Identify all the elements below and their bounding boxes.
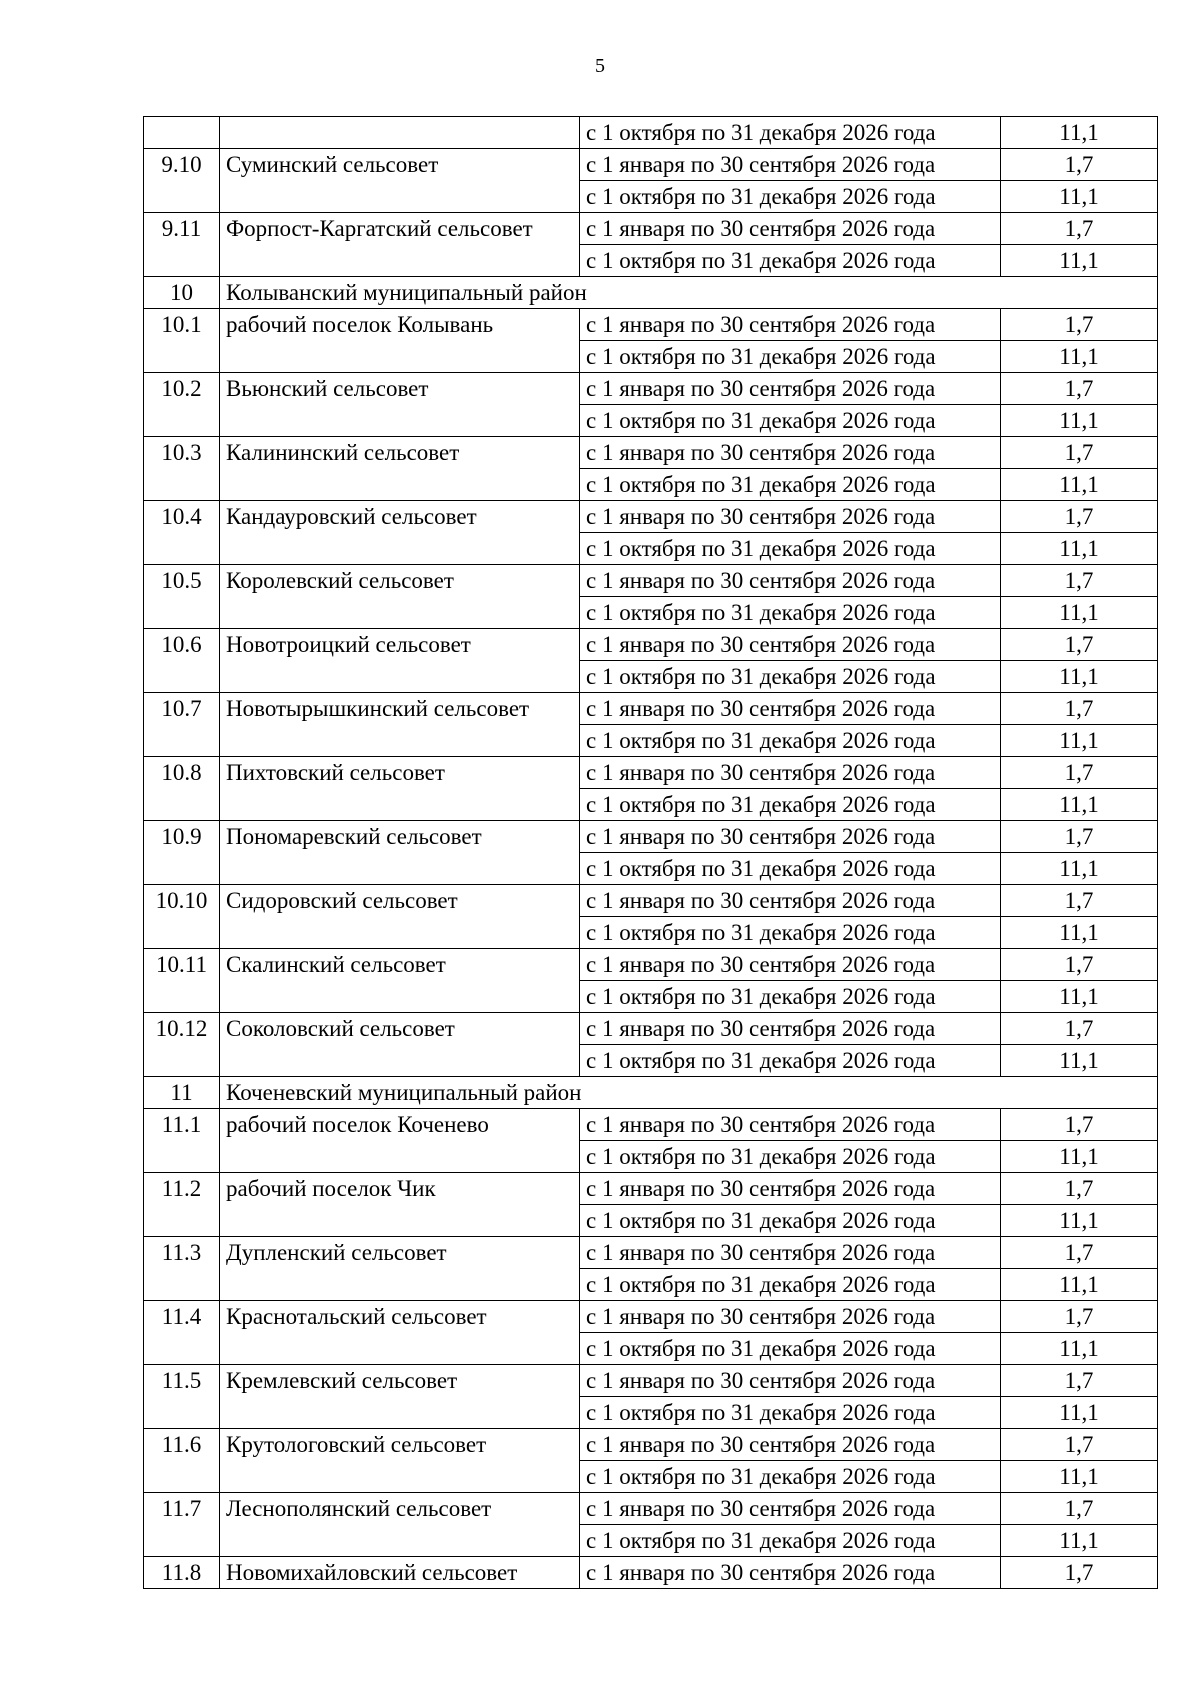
table-row bbox=[144, 1109, 1158, 1141]
rate-value-cell: 11,1 bbox=[1001, 1525, 1158, 1557]
table-row-district bbox=[144, 277, 1158, 309]
period-cell: с 1 января по 30 сентября 2026 года bbox=[580, 565, 1001, 597]
settlement-number: 11.3 bbox=[144, 1237, 220, 1301]
period-cell: с 1 января по 30 сентября 2026 года bbox=[580, 757, 1001, 789]
period-cell: с 1 октября по 31 декабря 2026 года bbox=[580, 1045, 1001, 1077]
period-cell: с 1 января по 30 сентября 2026 года bbox=[580, 949, 1001, 981]
table-row bbox=[144, 949, 1158, 981]
settlement-name: Новотроицкий сельсовет bbox=[220, 629, 580, 693]
period-cell: с 1 января по 30 сентября 2026 года bbox=[580, 1493, 1001, 1525]
rate-value-cell: 11,1 bbox=[1001, 469, 1158, 501]
settlement-number bbox=[144, 117, 220, 149]
period-cell: с 1 января по 30 сентября 2026 года bbox=[580, 821, 1001, 853]
rate-value-cell: 1,7 bbox=[1001, 629, 1158, 661]
period-cell: с 1 октября по 31 декабря 2026 года bbox=[580, 181, 1001, 213]
table-row bbox=[144, 885, 1158, 917]
settlement-name: Скалинский сельсовет bbox=[220, 949, 580, 1013]
rate-value-cell: 1,7 bbox=[1001, 885, 1158, 917]
period-cell: с 1 октября по 31 декабря 2026 года bbox=[580, 405, 1001, 437]
table-row bbox=[144, 309, 1158, 341]
rate-value-cell: 11,1 bbox=[1001, 1333, 1158, 1365]
table-row bbox=[144, 1429, 1158, 1461]
rate-value-cell: 11,1 bbox=[1001, 117, 1158, 149]
period-cell: с 1 октября по 31 декабря 2026 года bbox=[580, 789, 1001, 821]
district-name: Колыванский муниципальный район bbox=[220, 277, 1158, 309]
rate-value-cell: 1,7 bbox=[1001, 1173, 1158, 1205]
table-row bbox=[144, 149, 1158, 181]
rate-value-cell: 11,1 bbox=[1001, 1205, 1158, 1237]
period-cell: с 1 октября по 31 декабря 2026 года bbox=[580, 725, 1001, 757]
rate-value-cell: 1,7 bbox=[1001, 1237, 1158, 1269]
period-cell: с 1 октября по 31 декабря 2026 года bbox=[580, 597, 1001, 629]
settlement-number: 9.10 bbox=[144, 149, 220, 213]
rate-value-cell: 11,1 bbox=[1001, 1461, 1158, 1493]
period-cell: с 1 января по 30 сентября 2026 года bbox=[580, 309, 1001, 341]
period-cell: с 1 января по 30 сентября 2026 года bbox=[580, 1109, 1001, 1141]
settlement-name: Кандауровский сельсовет bbox=[220, 501, 580, 565]
table-row bbox=[144, 1173, 1158, 1205]
rate-value-cell: 1,7 bbox=[1001, 373, 1158, 405]
settlement-number: 11.2 bbox=[144, 1173, 220, 1237]
period-cell: с 1 января по 30 сентября 2026 года bbox=[580, 213, 1001, 245]
settlement-name: Суминский сельсовет bbox=[220, 149, 580, 213]
settlement-number: 10.1 bbox=[144, 309, 220, 373]
settlement-name: Форпост-Каргатский сельсовет bbox=[220, 213, 580, 277]
settlement-number: 11.6 bbox=[144, 1429, 220, 1493]
period-cell: с 1 октября по 31 декабря 2026 года bbox=[580, 1461, 1001, 1493]
rate-value-cell: 11,1 bbox=[1001, 341, 1158, 373]
period-cell: с 1 октября по 31 декабря 2026 года bbox=[580, 661, 1001, 693]
rate-value-cell: 11,1 bbox=[1001, 725, 1158, 757]
settlement-name: Пономаревский сельсовет bbox=[220, 821, 580, 885]
rate-value-cell: 11,1 bbox=[1001, 245, 1158, 277]
table-row bbox=[144, 1013, 1158, 1045]
settlement-name: Леснополянский сельсовет bbox=[220, 1493, 580, 1557]
table-row bbox=[144, 1301, 1158, 1333]
period-cell: с 1 января по 30 сентября 2026 года bbox=[580, 501, 1001, 533]
table-row bbox=[144, 213, 1158, 245]
settlement-number: 11.1 bbox=[144, 1109, 220, 1173]
rate-value-cell: 1,7 bbox=[1001, 149, 1158, 181]
period-cell: с 1 января по 30 сентября 2026 года bbox=[580, 373, 1001, 405]
rates-table-body bbox=[144, 117, 1158, 1589]
settlement-number: 11.5 bbox=[144, 1365, 220, 1429]
settlement-number: 11.7 bbox=[144, 1493, 220, 1557]
table-row-district bbox=[144, 1077, 1158, 1109]
period-cell: с 1 января по 30 сентября 2026 года bbox=[580, 1173, 1001, 1205]
settlement-name: Королевский сельсовет bbox=[220, 565, 580, 629]
table-row bbox=[144, 821, 1158, 853]
rates-table bbox=[143, 116, 1158, 1589]
rate-value-cell: 11,1 bbox=[1001, 181, 1158, 213]
rate-value-cell: 1,7 bbox=[1001, 1013, 1158, 1045]
table-row bbox=[144, 693, 1158, 725]
period-cell: с 1 октября по 31 декабря 2026 года bbox=[580, 853, 1001, 885]
rate-value-cell: 1,7 bbox=[1001, 757, 1158, 789]
settlement-number: 10.6 bbox=[144, 629, 220, 693]
rate-value-cell: 11,1 bbox=[1001, 533, 1158, 565]
rate-value-cell: 1,7 bbox=[1001, 309, 1158, 341]
period-cell: с 1 января по 30 сентября 2026 года bbox=[580, 149, 1001, 181]
table-row bbox=[144, 565, 1158, 597]
settlement-name: рабочий поселок Чик bbox=[220, 1173, 580, 1237]
settlement-name: Новомихайловский сельсовет bbox=[220, 1557, 580, 1589]
settlement-name: Новотырышкинский сельсовет bbox=[220, 693, 580, 757]
settlement-name: Соколовский сельсовет bbox=[220, 1013, 580, 1077]
period-cell: с 1 октября по 31 декабря 2026 года bbox=[580, 117, 1001, 149]
rate-value-cell: 11,1 bbox=[1001, 661, 1158, 693]
settlement-name: Калининский сельсовет bbox=[220, 437, 580, 501]
period-cell: с 1 октября по 31 декабря 2026 года bbox=[580, 245, 1001, 277]
period-cell: с 1 октября по 31 декабря 2026 года bbox=[580, 1269, 1001, 1301]
rate-value-cell: 1,7 bbox=[1001, 213, 1158, 245]
period-cell: с 1 октября по 31 декабря 2026 года bbox=[580, 469, 1001, 501]
settlement-name: Вьюнский сельсовет bbox=[220, 373, 580, 437]
period-cell: с 1 января по 30 сентября 2026 года bbox=[580, 1013, 1001, 1045]
table-row bbox=[144, 1237, 1158, 1269]
settlement-number: 11.8 bbox=[144, 1557, 220, 1589]
period-cell: с 1 октября по 31 декабря 2026 года bbox=[580, 1525, 1001, 1557]
rate-value-cell: 11,1 bbox=[1001, 405, 1158, 437]
settlement-number: 10.11 bbox=[144, 949, 220, 1013]
settlement-number: 10.5 bbox=[144, 565, 220, 629]
rate-value-cell: 11,1 bbox=[1001, 853, 1158, 885]
rate-value-cell: 1,7 bbox=[1001, 565, 1158, 597]
period-cell: с 1 января по 30 сентября 2026 года bbox=[580, 629, 1001, 661]
settlement-number: 10.2 bbox=[144, 373, 220, 437]
table-row bbox=[144, 117, 1158, 149]
period-cell: с 1 октября по 31 декабря 2026 года bbox=[580, 341, 1001, 373]
settlement-name bbox=[220, 117, 580, 149]
district-name: Коченевский муниципальный район bbox=[220, 1077, 1158, 1109]
period-cell: с 1 октября по 31 декабря 2026 года bbox=[580, 1397, 1001, 1429]
rate-value-cell: 11,1 bbox=[1001, 1269, 1158, 1301]
period-cell: с 1 октября по 31 декабря 2026 года bbox=[580, 981, 1001, 1013]
settlement-name: Сидоровский сельсовет bbox=[220, 885, 580, 949]
settlement-name: Дупленский сельсовет bbox=[220, 1237, 580, 1301]
settlement-number: 11.4 bbox=[144, 1301, 220, 1365]
period-cell: с 1 октября по 31 декабря 2026 года bbox=[580, 917, 1001, 949]
period-cell: с 1 октября по 31 декабря 2026 года bbox=[580, 533, 1001, 565]
rate-value-cell: 1,7 bbox=[1001, 949, 1158, 981]
rate-value-cell: 11,1 bbox=[1001, 789, 1158, 821]
period-cell: с 1 января по 30 сентября 2026 года bbox=[580, 885, 1001, 917]
rate-value-cell: 1,7 bbox=[1001, 1365, 1158, 1397]
rate-value-cell: 1,7 bbox=[1001, 1301, 1158, 1333]
settlement-name: Пихтовский сельсовет bbox=[220, 757, 580, 821]
settlement-name: Крутологовский сельсовет bbox=[220, 1429, 580, 1493]
rate-value-cell: 11,1 bbox=[1001, 981, 1158, 1013]
rate-value-cell: 11,1 bbox=[1001, 597, 1158, 629]
rate-value-cell: 1,7 bbox=[1001, 437, 1158, 469]
settlement-name: Краснотальский сельсовет bbox=[220, 1301, 580, 1365]
settlement-number: 10.10 bbox=[144, 885, 220, 949]
table-row bbox=[144, 629, 1158, 661]
settlement-number: 10.12 bbox=[144, 1013, 220, 1077]
period-cell: с 1 января по 30 сентября 2026 года bbox=[580, 1365, 1001, 1397]
rate-value-cell: 1,7 bbox=[1001, 1429, 1158, 1461]
settlement-number: 10.4 bbox=[144, 501, 220, 565]
period-cell: с 1 октября по 31 декабря 2026 года bbox=[580, 1141, 1001, 1173]
rate-value-cell: 11,1 bbox=[1001, 1141, 1158, 1173]
settlement-number: 10.7 bbox=[144, 693, 220, 757]
period-cell: с 1 января по 30 сентября 2026 года bbox=[580, 437, 1001, 469]
rate-value-cell: 11,1 bbox=[1001, 917, 1158, 949]
period-cell: с 1 января по 30 сентября 2026 года bbox=[580, 1557, 1001, 1589]
settlement-number: 10.8 bbox=[144, 757, 220, 821]
table-row bbox=[144, 757, 1158, 789]
period-cell: с 1 октября по 31 декабря 2026 года bbox=[580, 1333, 1001, 1365]
settlement-number: 10.9 bbox=[144, 821, 220, 885]
rate-value-cell: 1,7 bbox=[1001, 1557, 1158, 1589]
rate-value-cell: 11,1 bbox=[1001, 1045, 1158, 1077]
district-number: 10 bbox=[144, 277, 220, 309]
period-cell: с 1 января по 30 сентября 2026 года bbox=[580, 1429, 1001, 1461]
period-cell: с 1 января по 30 сентября 2026 года bbox=[580, 1237, 1001, 1269]
settlement-name: рабочий поселок Коченево bbox=[220, 1109, 580, 1173]
table-row bbox=[144, 437, 1158, 469]
settlement-number: 9.11 bbox=[144, 213, 220, 277]
period-cell: с 1 октября по 31 декабря 2026 года bbox=[580, 1205, 1001, 1237]
table-row bbox=[144, 373, 1158, 405]
period-cell: с 1 января по 30 сентября 2026 года bbox=[580, 1301, 1001, 1333]
table-row bbox=[144, 1493, 1158, 1525]
rate-value-cell: 1,7 bbox=[1001, 821, 1158, 853]
period-cell: с 1 января по 30 сентября 2026 года bbox=[580, 693, 1001, 725]
district-number: 11 bbox=[144, 1077, 220, 1109]
page-number: 5 bbox=[595, 55, 605, 77]
table-row bbox=[144, 1557, 1158, 1589]
rate-value-cell: 1,7 bbox=[1001, 1109, 1158, 1141]
rate-value-cell: 1,7 bbox=[1001, 1493, 1158, 1525]
table-row bbox=[144, 501, 1158, 533]
settlement-name: рабочий поселок Колывань bbox=[220, 309, 580, 373]
rate-value-cell: 1,7 bbox=[1001, 501, 1158, 533]
settlement-name: Кремлевский сельсовет bbox=[220, 1365, 580, 1429]
settlement-number: 10.3 bbox=[144, 437, 220, 501]
table-row bbox=[144, 1365, 1158, 1397]
rate-value-cell: 1,7 bbox=[1001, 693, 1158, 725]
rate-value-cell: 11,1 bbox=[1001, 1397, 1158, 1429]
